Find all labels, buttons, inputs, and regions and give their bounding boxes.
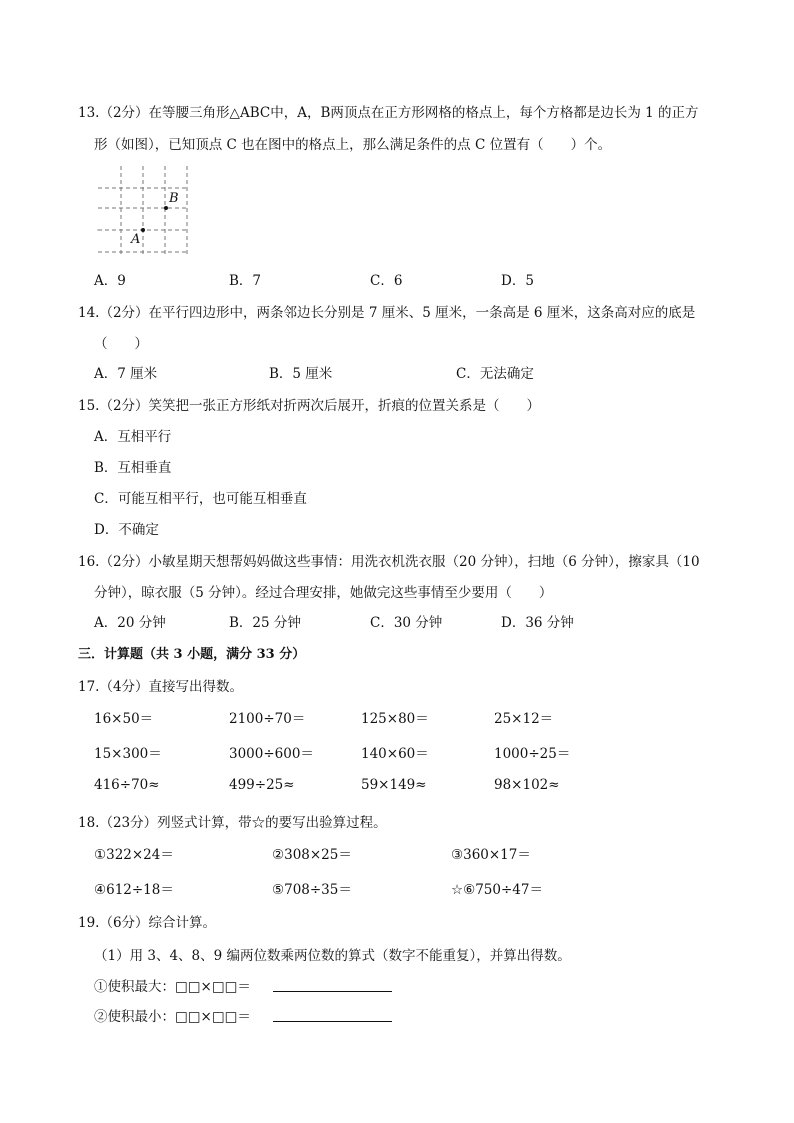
q18-item: ⑤708÷35＝ <box>272 882 352 898</box>
q17-item: 15×300＝ <box>94 746 162 762</box>
q17-item: 1000÷25＝ <box>494 746 571 762</box>
label-b: B <box>169 191 179 206</box>
q16-text-line1: 16.（2分）小敏星期天想帮妈妈做这些事情：用洗衣机洗衣服（20 分钟），扫地（6 分钟），擦家具（10 <box>78 554 700 570</box>
q17-item: 16×50＝ <box>94 711 154 727</box>
q17-item: 499÷25≈ <box>229 777 295 793</box>
q13-text-line1: 13.（2分）在等腰三角形△ABC中，A，B两顶点在正方形网格的格点上，每个方格都是边长为 1 的正方 <box>78 105 699 121</box>
q14-option-b: B．5 厘米 <box>269 366 333 382</box>
q19-max-answer-blank[interactable] <box>273 991 392 992</box>
q15-option-a: A．互相平行 <box>94 429 172 445</box>
q13-option-b: B．7 <box>229 273 262 289</box>
point-a <box>141 228 145 232</box>
q18-text: 18.（23分）列竖式计算，带☆的要写出验算过程。 <box>78 815 387 831</box>
q17-item: 125×80＝ <box>361 711 429 727</box>
q17-text: 17.（4分）直接写出得数。 <box>78 679 244 695</box>
q13-option-c: C．6 <box>370 273 403 289</box>
q17-item: 140×60＝ <box>361 746 429 762</box>
q14-text-line2: （ ） <box>94 336 148 352</box>
q17-item: 2100÷70＝ <box>229 711 306 727</box>
q14-option-a: A．7 厘米 <box>94 366 158 382</box>
q18-item: ②308×25＝ <box>272 847 352 863</box>
q17-item: 416÷70≈ <box>94 777 160 793</box>
q15-option-c: C．可能互相平行，也可能互相垂直 <box>94 491 307 507</box>
q15-text-line1: 15.（2分）笑笑把一张正方形纸对折两次后展开，折痕的位置关系是（ ） <box>78 398 541 414</box>
q16-option-b: B．25 分钟 <box>229 615 301 631</box>
label-a: A <box>131 232 141 247</box>
q18-item: ☆⑥750÷47＝ <box>451 882 543 898</box>
q13-option-a: A．9 <box>94 273 126 289</box>
q14-option-c: C．无法确定 <box>456 366 534 382</box>
q19-text: 19.（6分）综合计算。 <box>78 915 217 931</box>
q13-text-line2: 形（如图），已知顶点 C 也在图中的格点上，那么满足条件的点 C 位置有（ ）个。 <box>94 137 612 153</box>
q16-option-d: D．36 分钟 <box>501 615 574 631</box>
q19-min-answer-blank[interactable] <box>273 1021 392 1022</box>
q16-text-line2: 分钟），晾衣服（5 分钟）。经过合理安排，她做完这些事情至少要用（ ） <box>94 585 553 601</box>
q13-option-d: D．5 <box>501 273 534 289</box>
q13-grid-figure <box>96 164 190 256</box>
section-3-title: 三．计算题（共 3 小题，满分 33 分） <box>78 647 306 662</box>
q15-option-d: D．不确定 <box>94 522 159 538</box>
q15-option-b: B．互相垂直 <box>94 460 172 476</box>
q14-text-line1: 14.（2分）在平行四边形中，两条邻边长分别是 7 厘米、5 厘米，一条高是 6 厘米，这条高对应的底是 <box>78 305 696 321</box>
q19-max-line: ①使积最大：□□×□□＝ <box>94 979 251 995</box>
q17-item: 98×102≈ <box>494 777 560 793</box>
q16-option-c: C．30 分钟 <box>370 615 443 631</box>
q17-item: 59×149≈ <box>361 777 427 793</box>
q18-item: ③360×17＝ <box>451 847 531 863</box>
q17-item: 25×12＝ <box>494 711 554 727</box>
q18-item: ④612÷18＝ <box>94 882 174 898</box>
q16-option-a: A．20 分钟 <box>94 615 166 631</box>
q19-sub1: （1）用 3、4、8、9 编两位数乘两位数的算式（数字不能重复），并算出得数。 <box>94 948 571 964</box>
q19-min-line: ②使积最小：□□×□□＝ <box>94 1009 251 1025</box>
q18-item: ①322×24＝ <box>94 847 174 863</box>
q17-item: 3000÷600＝ <box>229 746 314 762</box>
point-b <box>164 206 168 210</box>
